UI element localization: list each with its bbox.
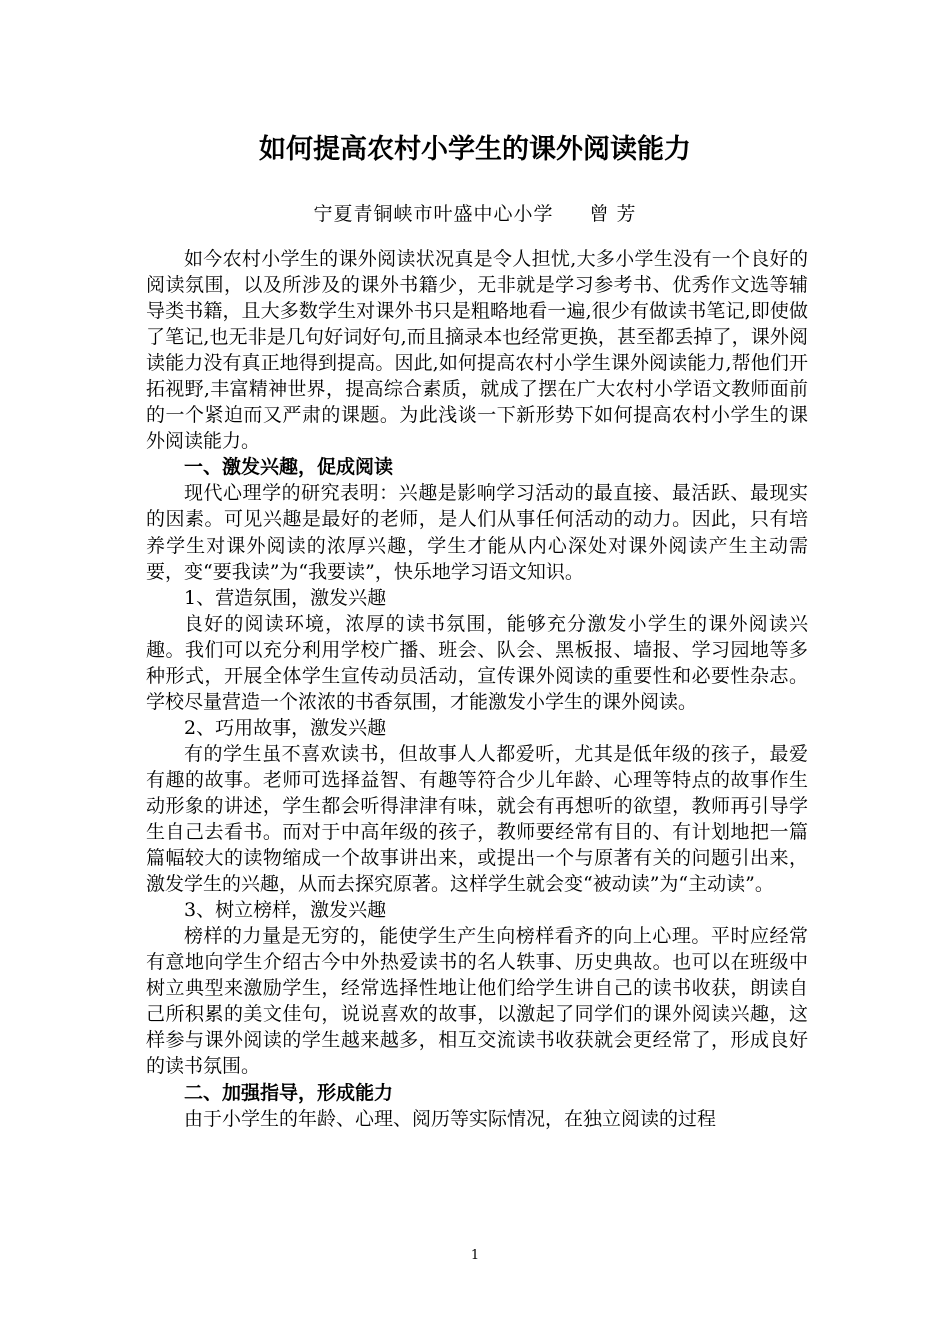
- document-title: 如何提高农村小学生的课外阅读能力: [259, 134, 691, 165]
- page-number: 1: [470, 1248, 480, 1263]
- author-name: 曾 芳: [589, 203, 637, 225]
- author-school: 宁夏青铜峡市叶盛中心小学: [313, 203, 554, 225]
- section-heading: 二、加强指导，形成能力: [184, 1081, 394, 1104]
- author-byline: [0, 200, 950, 228]
- subsection-heading: 3、树立榜样，激发兴趣: [184, 899, 387, 922]
- body-paragraph: 良好的阅读环境，浓厚的读书氛围，能够充分激发小学生的课外阅读兴趣。我们可以充分利用学校广播、班会、队会、黑板报、墙报、学习园地等多种形式，开展全体学生宣传动员活动，宣传课外阅读的重要性和必要性杂志。学校尽量营造一个浓浓的书香氛围，才能激发小学生的课外阅读。: [146, 612, 808, 713]
- intro-paragraph: 如今农村小学生的课外阅读状况真是令人担忧,大多小学生没有一个良好的阅读氛围，以及所涉及的课外书籍少，无非就是学习参考书、优秀作文选等辅导类书籍，且大多数学生对课外书只是粗略地看一遍,很少有做读书笔记,即使做了笔记,也无非是几句好词好句,而且摘录本也经常更换，甚至都丢掉了，课外阅读能力没有真正地得到提高。因此,如何提高农村小学生课外阅读能力,帮他们开拓视野,丰富精神世界，提高综合素质，就成了摆在广大农村小学语文教师面前的一个紧迫而又严肃的课题。为此浅谈一下新形势下如何提高农村小学生的课外阅读能力。: [146, 248, 808, 453]
- body-paragraph: 榜样的力量是无穷的，能使学生产生向榜样看齐的向上心理。平时应经常有意地向学生介绍古今中外热爱读书的名人轶事、历史典故。也可以在班级中树立典型来激励学生，经常选择性地让他们给学生讲自己的读书收获，朗读自己所积累的美文佳句，说说喜欢的故事，以激起了同学们的课外阅读兴趣，这样参与课外阅读的学生越来越多，相互交流读书收获就会更经常了，形成良好的读书氛围。: [146, 925, 808, 1078]
- body-paragraph: 有的学生虽不喜欢读书，但故事人人都爱听，尤其是低年级的孩子，最爱有趣的故事。老师可选择益智、有趣等符合少儿年龄、心理等特点的故事作生动形象的讲述，学生都会听得津津有味，就会有再想听的欲望，教师再引导学生自己去看书。而对于中高年级的孩子，教师要经常有目的、有计划地把一篇篇幅较大的读物缩成一个故事讲出来，或提出一个与原著有关的问题引出来，激发学生的兴趣，从而去探究原著。这样学生就会变“被动读”为“主动读”。: [146, 742, 808, 896]
- section-heading: 一、激发兴趣，促成阅读: [184, 456, 394, 479]
- body-paragraph: 现代心理学的研究表明：兴趣是影响学习活动的最直接、最活跃、最现实的因素。可见兴趣是最好的老师，是人们从事任何活动的动力。因此，只有培养学生对课外阅读的浓厚兴趣，学生才能从内心深处对课外阅读产生主动需要，变“要我读”为“我要读”，快乐地学习语文知识。: [146, 482, 808, 583]
- article-body: [146, 246, 808, 1132]
- body-paragraph: 由于小学生的年龄、心理、阅历等实际情况，在独立阅读的过程: [184, 1107, 717, 1130]
- subsection-heading: 2、巧用故事，激发兴趣: [184, 716, 387, 739]
- subsection-heading: 1、营造氛围，激发兴趣: [184, 586, 387, 609]
